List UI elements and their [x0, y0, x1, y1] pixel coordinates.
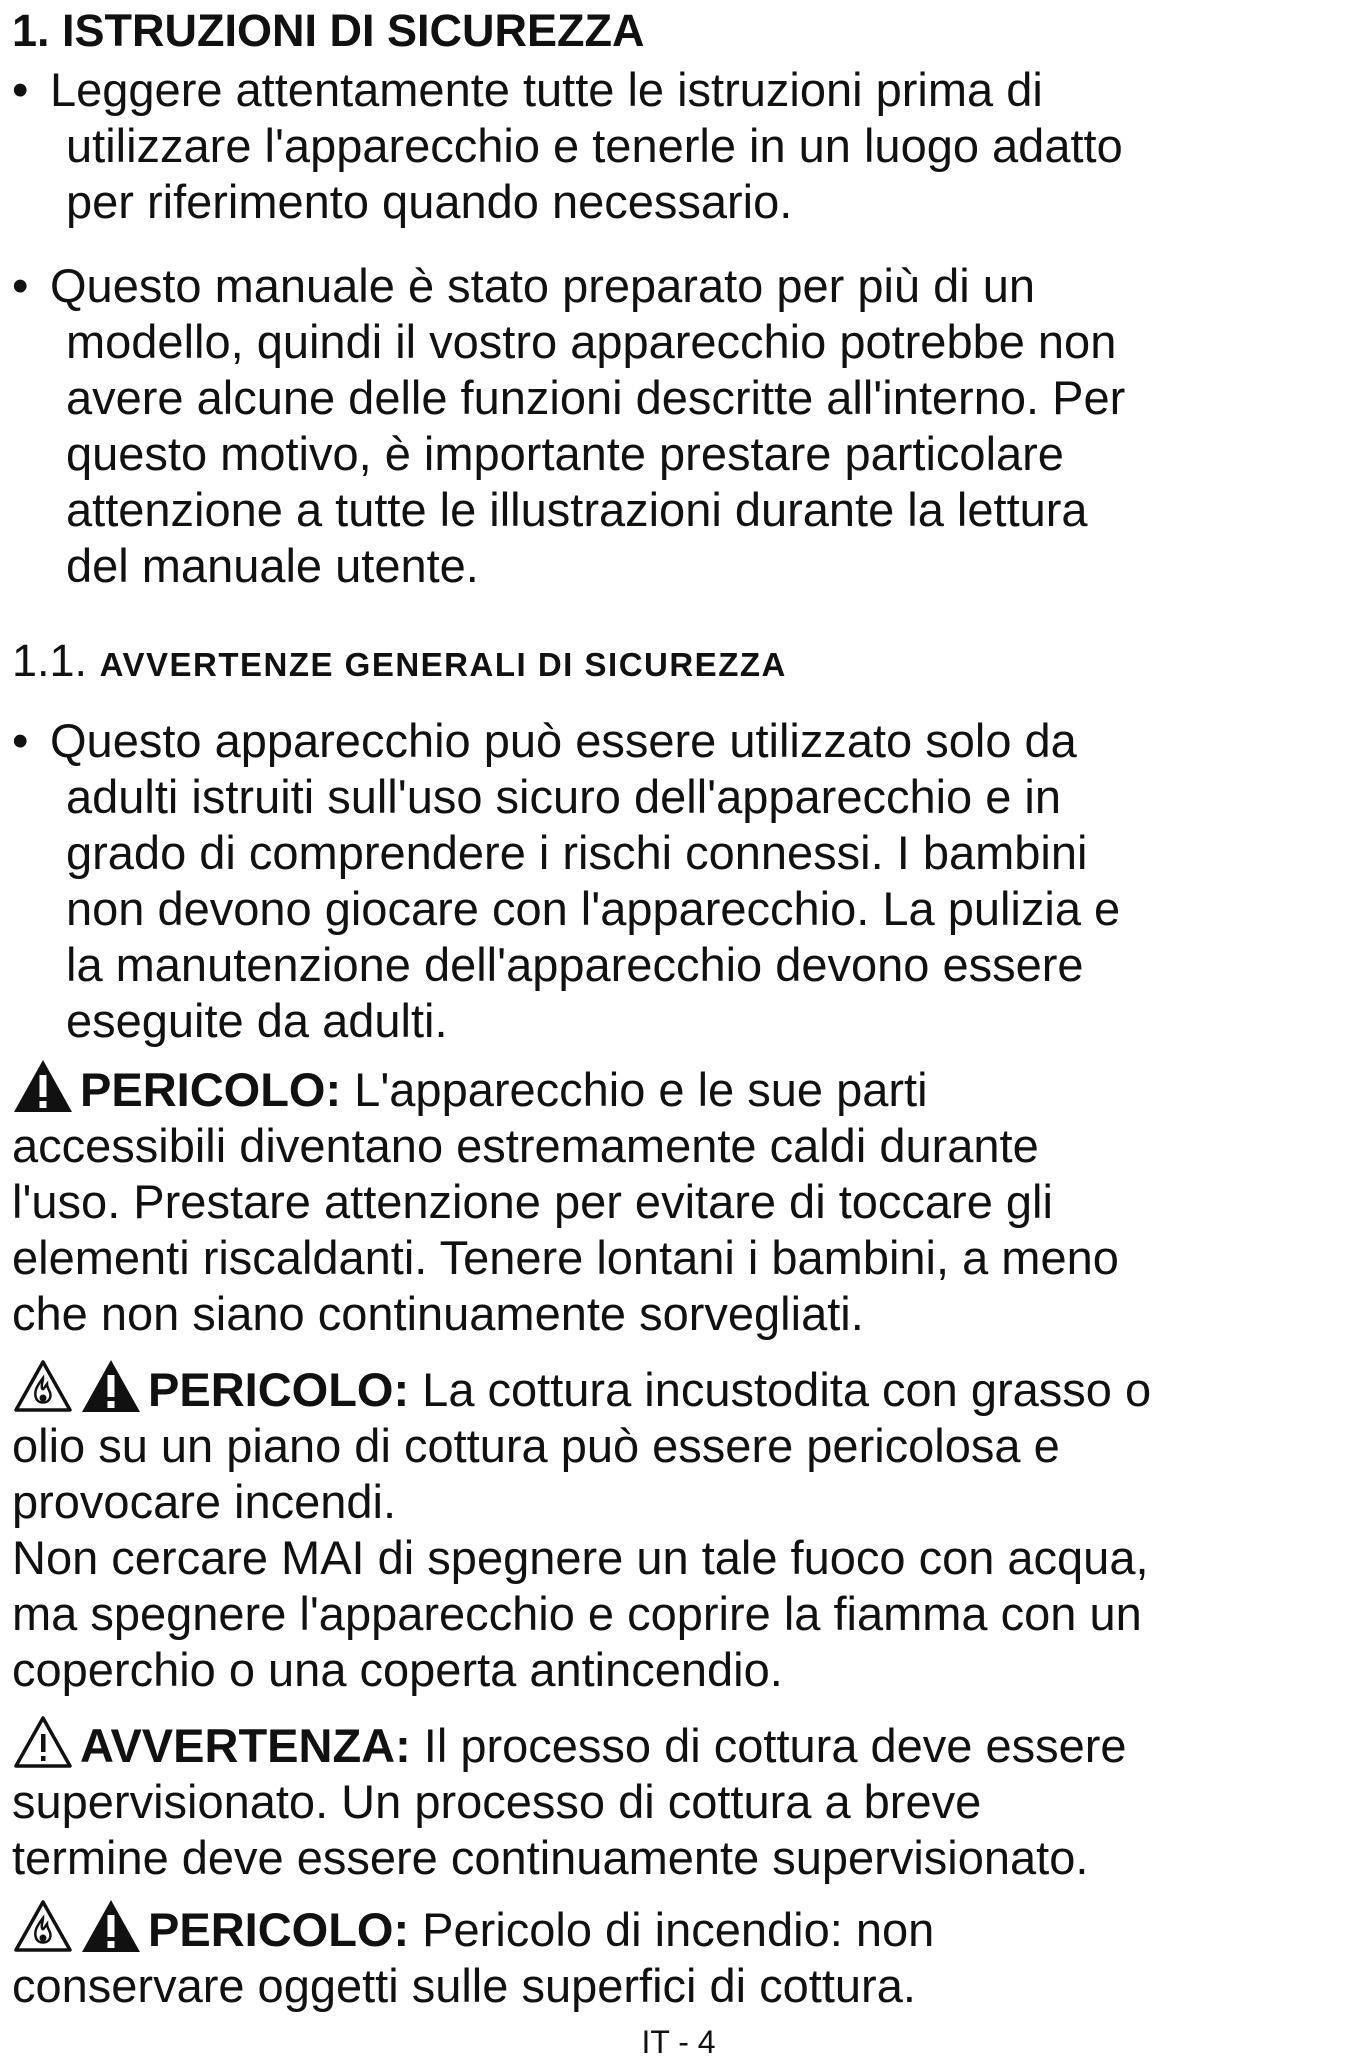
bullet-marker: • — [12, 714, 29, 767]
warning-line: conservare oggetti sulle superfici di cottura. — [12, 1959, 916, 2012]
danger-icon — [80, 1358, 142, 1414]
warning-line: accessibili diventano estremamente caldi durante — [12, 1119, 1039, 1172]
bullet-line: grado di comprendere i rischi connessi. I bambini — [66, 826, 1088, 879]
bullet-line: avere alcune delle funzioni descritte all'interno. Per — [66, 371, 1126, 424]
warning-line: che non siano continuamente sorvegliati. — [12, 1287, 864, 1340]
bullet-line: adulti istruiti sull'uso sicuro dell'apparecchio e in — [66, 770, 1062, 823]
warning-line: supervisionato. Un processo di cottura a breve — [12, 1775, 982, 1828]
warning-keyword: AVVERTENZA: — [80, 1719, 411, 1772]
bullet-marker: • — [12, 63, 29, 116]
warning-line: Pericolo di incendio: non — [409, 1903, 935, 1956]
warning-line: ma spegnere l'apparecchio e coprire la fiamma con un — [12, 1587, 1142, 1640]
warning-keyword: PERICOLO: — [148, 1903, 410, 1956]
warning-line: Non cercare MAI di spegnere un tale fuoco con acqua, — [12, 1531, 1149, 1584]
warning-block — [12, 1058, 1347, 1342]
warning-line: L'apparecchio e le sue parti — [341, 1063, 928, 1116]
warning-block — [12, 1358, 1347, 1698]
list-item — [12, 62, 1342, 230]
danger-icon — [12, 1058, 74, 1114]
warning-line: termine deve essere continuamente supervisionato. — [12, 1831, 1089, 1884]
bullet-line: Questo manuale è stato preparato per più di un — [50, 259, 1036, 312]
fire-hazard-icon — [12, 1358, 74, 1414]
warning-line: La cottura incustodita con grasso o — [409, 1363, 1152, 1416]
warning-block — [12, 1714, 1347, 1886]
list-item — [12, 258, 1342, 594]
bullet-marker: • — [12, 259, 29, 312]
section-title: 1. ISTRUZIONI DI SICUREZZA — [12, 5, 645, 56]
bullet-line: attenzione a tutte le illustrazioni durante la lettura — [66, 483, 1088, 536]
bullet-line: per riferimento quando necessario. — [66, 175, 793, 228]
bullet-line: non devono giocare con l'apparecchio. La pulizia e — [66, 882, 1121, 935]
bullet-line: questo motivo, è importante prestare particolare — [66, 427, 1064, 480]
bullet-line: modello, quindi il vostro apparecchio potrebbe non — [66, 315, 1117, 368]
warning-line: elementi riscaldanti. Tenere lontani i bambini, a meno — [12, 1231, 1119, 1284]
warning-line: coperchio o una coperta antincendio. — [12, 1643, 783, 1696]
warning-line: olio su un piano di cottura può essere pericolosa e — [12, 1419, 1060, 1472]
subsection-label: AVVERTENZE GENERALI DI SICUREZZA — [99, 646, 787, 683]
bullet-line: del manuale utente. — [66, 539, 479, 592]
bullet-line: Questo apparecchio può essere utilizzato solo da — [50, 714, 1077, 767]
warning-line: provocare incendi. — [12, 1475, 397, 1528]
caution-icon — [12, 1714, 74, 1770]
bullet-line: eseguite da adulti. — [66, 994, 448, 1047]
warning-line: l'uso. Prestare attenzione per evitare di toccare gli — [12, 1175, 1053, 1228]
danger-icon — [80, 1898, 142, 1954]
subsection-number: 1.1. — [12, 635, 88, 686]
bullet-line: utilizzare l'apparecchio e tenerle in un luogo adatto — [66, 119, 1123, 172]
bullet-line: Leggere attentamente tutte le istruzioni prima di — [50, 63, 1043, 116]
list-item — [12, 713, 1342, 1049]
fire-hazard-icon — [12, 1898, 74, 1954]
bullet-line: la manutenzione dell'apparecchio devono essere — [66, 938, 1084, 991]
subsection-title — [12, 630, 787, 696]
page-number: IT - 4 — [641, 2024, 716, 2060]
warning-line: Il processo di cottura deve essere — [410, 1719, 1127, 1772]
warning-keyword: PERICOLO: — [148, 1363, 410, 1416]
warning-block — [12, 1898, 1347, 2014]
warning-keyword: PERICOLO: — [80, 1063, 342, 1116]
